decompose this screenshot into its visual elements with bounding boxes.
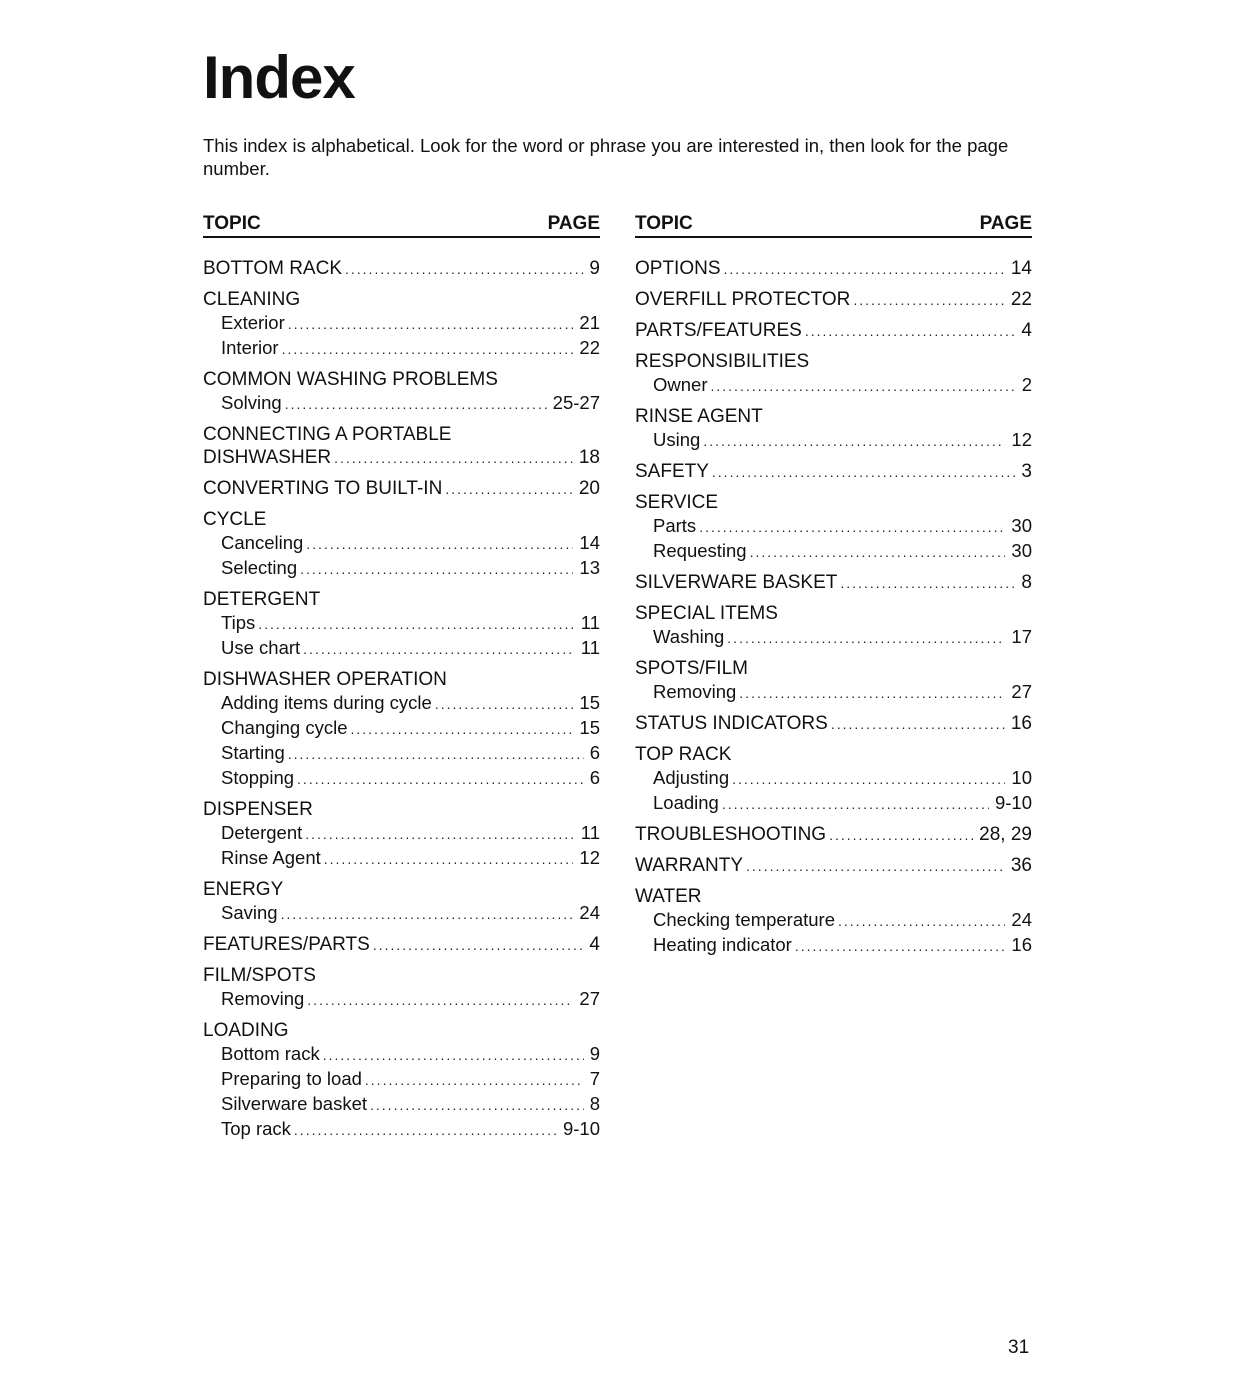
dot-leader xyxy=(840,572,1015,595)
topic-label: Silverware basket xyxy=(221,1093,368,1114)
index-topic-row xyxy=(635,571,1032,595)
index-topic-heading: COMMON WASHING PROBLEMS xyxy=(203,369,498,390)
index-entry xyxy=(635,460,1032,484)
page-ref: 12 xyxy=(579,847,600,868)
index-subtopic-row xyxy=(203,741,600,766)
page-ref: 4 xyxy=(1021,320,1032,341)
page-ref: 30 xyxy=(1011,515,1032,536)
topic-label: Top rack xyxy=(221,1118,291,1139)
topic-label: Preparing to load xyxy=(221,1068,362,1089)
page-ref: 30 xyxy=(1011,540,1032,561)
page-ref: 17 xyxy=(1011,626,1032,647)
index-topic-heading: DISPENSER xyxy=(203,799,313,820)
page-ref: 12 xyxy=(1011,429,1032,450)
topic-label: STATUS INDICATORS xyxy=(635,713,828,734)
index-topic-heading: CYCLE xyxy=(203,509,267,530)
dot-leader xyxy=(306,533,573,556)
dot-leader xyxy=(838,910,1005,933)
index-topic-row xyxy=(635,257,1032,281)
dot-leader xyxy=(307,989,573,1012)
page-ref: 11 xyxy=(580,822,600,843)
index-subtopic-row xyxy=(635,539,1032,564)
index-topic-heading: SERVICE xyxy=(635,492,719,513)
index-subtopic-row xyxy=(203,336,600,361)
index-subtopic-row xyxy=(203,1042,600,1067)
index-entry xyxy=(203,477,600,501)
topic-header: TOPIC xyxy=(635,213,693,234)
index-topic-heading: TOP RACK xyxy=(635,744,732,765)
index-entry xyxy=(635,257,1032,281)
index-topic-heading: CONNECTING A PORTABLE xyxy=(203,424,452,445)
index-topic-heading: RESPONSIBILITIES xyxy=(635,351,810,372)
index-entry xyxy=(635,288,1032,312)
index-subtopic-row xyxy=(203,901,600,926)
page-number: 31 xyxy=(1008,1337,1030,1358)
topic-label: Parts xyxy=(653,515,697,536)
topic-label: DISHWASHER xyxy=(203,447,332,468)
topic-label: PARTS/FEATURES xyxy=(635,320,802,341)
index-entry xyxy=(203,257,600,281)
page-ref: 21 xyxy=(579,312,600,333)
topic-label: Stopping xyxy=(221,767,295,788)
page-ref: 27 xyxy=(1011,681,1032,702)
topic-label: Using xyxy=(653,429,701,450)
topic-label: Rinse Agent xyxy=(221,847,321,868)
index-subtopic-row xyxy=(203,311,600,336)
index-entry xyxy=(635,319,1032,343)
dot-leader xyxy=(699,516,1005,539)
dot-leader xyxy=(334,447,573,470)
index-topic-row xyxy=(203,257,600,281)
page-ref: 20 xyxy=(578,478,600,499)
topic-label: Changing cycle xyxy=(221,717,348,738)
column-header xyxy=(203,213,600,238)
page-ref: 16 xyxy=(1010,713,1032,734)
index-topic-row xyxy=(635,854,1032,878)
dot-leader xyxy=(365,1069,584,1092)
page-ref: 9-10 xyxy=(562,1118,600,1139)
dot-leader xyxy=(795,935,1006,958)
topic-label: SAFETY xyxy=(635,461,709,482)
dot-leader xyxy=(373,934,584,957)
intro-text: This index is alphabetical. Look for the word or phrase you are interested in, then look for the page number. xyxy=(203,135,1009,179)
index-entries xyxy=(203,257,600,1142)
index-column-left xyxy=(203,213,600,1149)
index-entry xyxy=(203,368,600,416)
page-ref: 36 xyxy=(1010,855,1032,876)
index-entries xyxy=(635,257,1032,958)
index-entry xyxy=(635,491,1032,564)
topic-label: Solving xyxy=(221,392,282,413)
dot-leader xyxy=(712,461,1016,484)
index-subtopic-row xyxy=(635,514,1032,539)
index-topic-row xyxy=(635,319,1032,343)
dot-leader xyxy=(297,768,584,791)
dot-leader xyxy=(750,541,1006,564)
index-subtopic-row xyxy=(203,1067,600,1092)
page-ref: 11 xyxy=(580,637,600,658)
column-header xyxy=(635,213,1032,238)
index-entry xyxy=(203,288,600,361)
index-entry xyxy=(203,588,600,661)
dot-leader xyxy=(703,430,1005,453)
topic-label: Bottom rack xyxy=(221,1043,320,1064)
index-entry xyxy=(203,1019,600,1142)
topic-label: Loading xyxy=(653,792,719,813)
dot-leader xyxy=(722,793,989,816)
index-subtopic-row xyxy=(203,766,600,791)
topic-label: Interior xyxy=(221,337,279,358)
dot-leader xyxy=(370,1094,584,1117)
dot-leader xyxy=(345,258,583,281)
page-ref: 15 xyxy=(579,717,600,738)
dot-leader xyxy=(288,313,574,336)
page-ref: 13 xyxy=(579,557,600,578)
page-ref: 7 xyxy=(589,1068,600,1089)
page-ref: 9-10 xyxy=(994,792,1032,813)
dot-leader xyxy=(739,682,1005,705)
topic-label: Washing xyxy=(653,626,725,647)
index-subtopic-row xyxy=(203,611,600,636)
index-entry xyxy=(635,823,1032,847)
dot-leader xyxy=(294,1119,557,1142)
index-topic-row xyxy=(635,823,1032,847)
dot-leader xyxy=(831,713,1005,736)
dot-leader xyxy=(732,768,1005,791)
topic-label: Saving xyxy=(221,902,278,923)
page-ref: 24 xyxy=(1011,909,1032,930)
dot-leader xyxy=(805,320,1016,343)
index-subtopic-row xyxy=(203,1117,600,1142)
index-subtopic-row xyxy=(635,625,1032,650)
page-ref: 9 xyxy=(589,258,600,279)
index-topic-heading: WATER xyxy=(635,886,702,907)
topic-label: Canceling xyxy=(221,532,304,553)
page-ref: 8 xyxy=(589,1093,600,1114)
dot-leader xyxy=(288,743,584,766)
index-subtopic-row xyxy=(635,373,1032,398)
page-ref: 24 xyxy=(579,902,600,923)
index-topic-heading: FILM/SPOTS xyxy=(203,965,316,986)
dot-leader xyxy=(258,613,575,636)
index-column-right xyxy=(635,213,1032,965)
topic-label: Tips xyxy=(221,612,256,633)
page-ref: 6 xyxy=(589,767,600,788)
page-ref: 15 xyxy=(579,692,600,713)
page-ref: 16 xyxy=(1011,934,1032,955)
dot-leader xyxy=(324,848,574,871)
index-subtopic-row xyxy=(203,636,600,661)
page-ref: 4 xyxy=(589,934,600,955)
page-ref: 11 xyxy=(580,612,600,633)
index-subtopic-row xyxy=(635,680,1032,705)
topic-label: Use chart xyxy=(221,637,301,658)
topic-label: Detergent xyxy=(221,822,303,843)
dot-leader xyxy=(853,289,1004,312)
page-ref: 2 xyxy=(1021,374,1032,395)
topic-label: CONVERTING TO BUILT-IN xyxy=(203,478,443,499)
index-topic-row xyxy=(203,477,600,501)
page-ref: 14 xyxy=(1010,258,1032,279)
index-subtopic-row xyxy=(203,531,600,556)
dot-leader xyxy=(281,903,574,926)
dot-leader xyxy=(746,855,1005,878)
dot-leader xyxy=(282,338,574,361)
dot-leader xyxy=(305,823,575,846)
page-ref: 22 xyxy=(1010,289,1032,310)
index-entry xyxy=(203,508,600,581)
index-subtopic-row xyxy=(203,691,600,716)
topic-label: Heating indicator xyxy=(653,934,792,955)
index-entry xyxy=(635,712,1032,736)
page-header: PAGE xyxy=(547,213,600,234)
index-topic-row xyxy=(203,933,600,957)
index-topic-heading: CLEANING xyxy=(203,289,301,310)
dot-leader xyxy=(435,693,574,716)
page-ref: 3 xyxy=(1021,461,1032,482)
index-topic-heading: RINSE AGENT xyxy=(635,406,763,427)
topic-label: Requesting xyxy=(653,540,747,561)
topic-label: SILVERWARE BASKET xyxy=(635,572,838,593)
page-ref: 9 xyxy=(589,1043,600,1064)
topic-label: Exterior xyxy=(221,312,285,333)
page-ref: 14 xyxy=(579,532,600,553)
dot-leader xyxy=(711,375,1016,398)
index-entry xyxy=(203,964,600,1012)
index-subtopic-row xyxy=(203,821,600,846)
index-subtopic-row xyxy=(203,846,600,871)
dot-leader xyxy=(300,558,573,581)
index-subtopic-row xyxy=(203,1092,600,1117)
index-topic-row xyxy=(203,446,600,470)
page-ref: 8 xyxy=(1021,572,1032,593)
page-ref: 18 xyxy=(578,447,600,468)
index-topic-heading: SPOTS/FILM xyxy=(635,658,748,679)
index-entry xyxy=(635,657,1032,705)
index-entry xyxy=(635,405,1032,453)
page-ref: 22 xyxy=(579,337,600,358)
index-subtopic-row xyxy=(635,428,1032,453)
index-topic-heading: SPECIAL ITEMS xyxy=(635,603,778,624)
dot-leader xyxy=(303,638,575,661)
index-topic-row xyxy=(635,712,1032,736)
index-topic-row xyxy=(635,288,1032,312)
dot-leader xyxy=(724,258,1005,281)
dot-leader xyxy=(323,1044,584,1067)
index-subtopic-row xyxy=(203,716,600,741)
page-title: Index xyxy=(203,44,355,111)
index-topic-heading: LOADING xyxy=(203,1020,289,1041)
index-entry xyxy=(635,602,1032,650)
page-ref: 25-27 xyxy=(552,392,600,413)
topic-label: OVERFILL PROTECTOR xyxy=(635,289,851,310)
index-topic-heading: DISHWASHER OPERATION xyxy=(203,669,447,690)
dot-leader xyxy=(445,478,573,501)
topic-label: TROUBLESHOOTING xyxy=(635,824,827,845)
index-topic-heading: ENERGY xyxy=(203,879,284,900)
topic-label: Checking temperature xyxy=(653,909,836,930)
index-entry xyxy=(203,933,600,957)
topic-label: Removing xyxy=(653,681,737,702)
index-entry xyxy=(635,743,1032,816)
topic-label: Removing xyxy=(221,988,305,1009)
index-entry xyxy=(203,423,600,470)
index-entry xyxy=(635,885,1032,958)
topic-label: Adding items during cycle xyxy=(221,692,432,713)
index-subtopic-row xyxy=(635,933,1032,958)
page-ref: 10 xyxy=(1011,767,1032,788)
index-topic-heading: DETERGENT xyxy=(203,589,321,610)
index-entry xyxy=(203,668,600,791)
index-entry xyxy=(635,350,1032,398)
topic-label: Starting xyxy=(221,742,285,763)
index-subtopic-row xyxy=(635,766,1032,791)
index-entry xyxy=(635,854,1032,878)
dot-leader xyxy=(727,627,1005,650)
topic-label: WARRANTY xyxy=(635,855,744,876)
dot-leader xyxy=(285,393,547,416)
topic-label: BOTTOM RACK xyxy=(203,258,342,279)
index-topic-row xyxy=(635,460,1032,484)
topic-label: OPTIONS xyxy=(635,258,721,279)
page-ref: 28, 29 xyxy=(979,824,1032,845)
dot-leader xyxy=(351,718,574,741)
index-subtopic-row xyxy=(203,556,600,581)
topic-label: FEATURES/PARTS xyxy=(203,934,370,955)
topic-header: TOPIC xyxy=(203,213,261,234)
index-subtopic-row xyxy=(635,791,1032,816)
dot-leader xyxy=(829,824,973,847)
index-entry xyxy=(203,798,600,871)
topic-label: Owner xyxy=(653,374,708,395)
page-ref: 6 xyxy=(589,742,600,763)
index-subtopic-row xyxy=(203,391,600,416)
index-subtopic-row xyxy=(203,987,600,1012)
index-subtopic-row xyxy=(635,908,1032,933)
index-entry xyxy=(203,878,600,926)
page-ref: 27 xyxy=(579,988,600,1009)
index-entry xyxy=(635,571,1032,595)
topic-label: Adjusting xyxy=(653,767,730,788)
topic-label: Selecting xyxy=(221,557,298,578)
page-header: PAGE xyxy=(979,213,1032,234)
